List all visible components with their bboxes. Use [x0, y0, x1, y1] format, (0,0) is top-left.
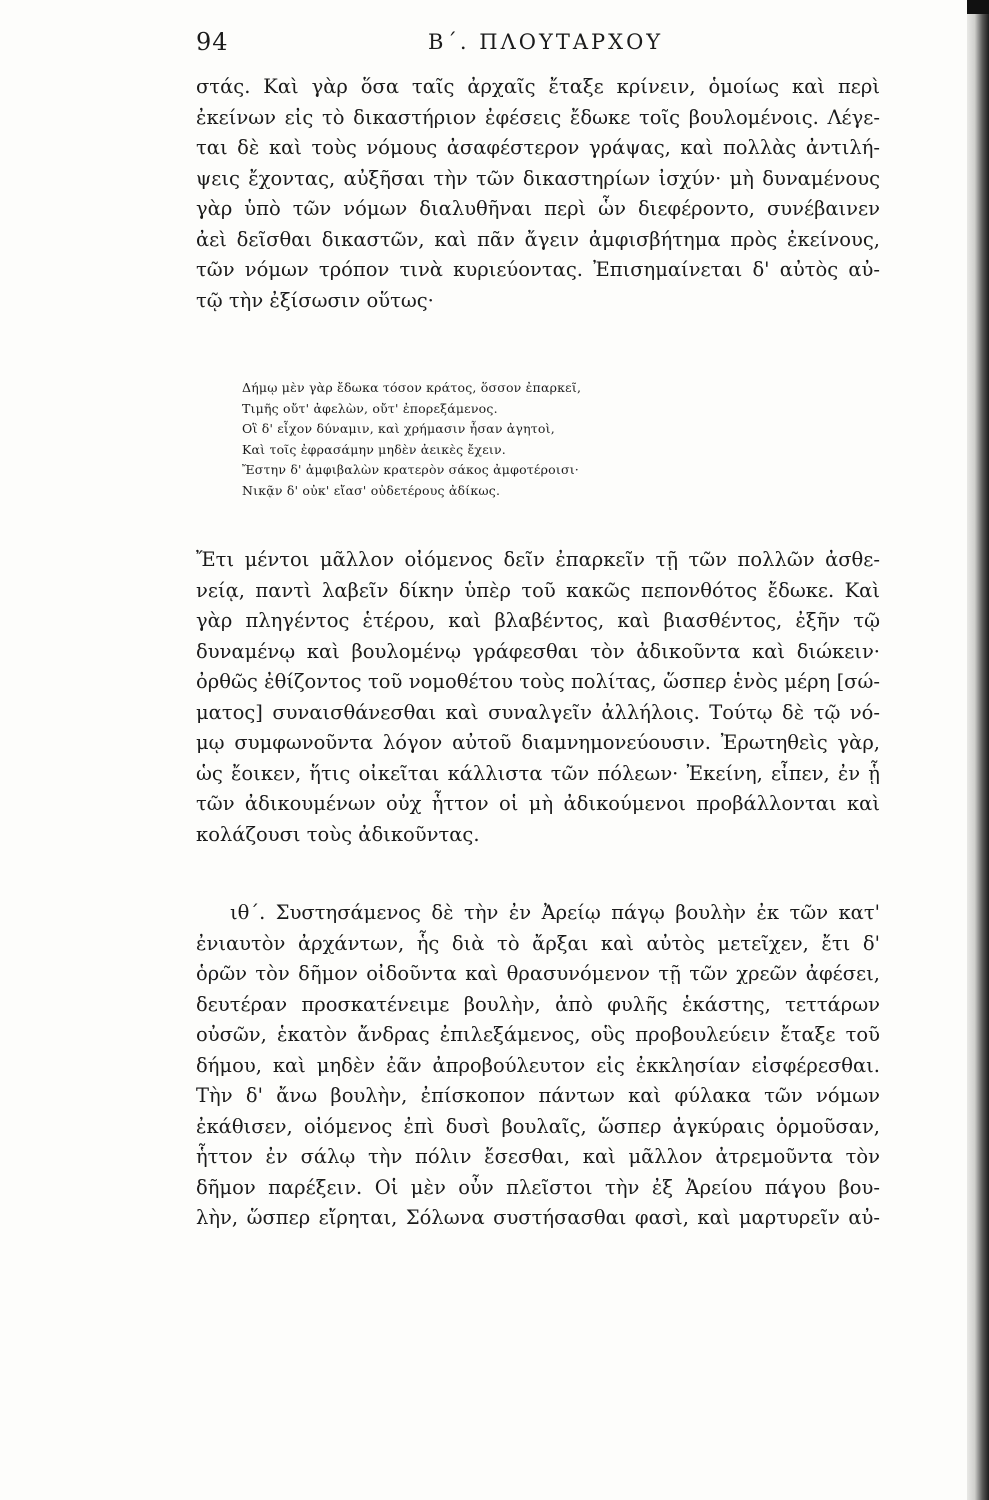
text-line: δυναμένῳ καὶ βουλομένῳ γράφεσθαι τὸν ἀδικοῦντα καὶ διώκειν· — [196, 639, 880, 663]
text-line: Ἔτι μέντοι μᾶλλον οἰόμενος δεῖν ἐπαρκεῖν τῇ τῶν πολλῶν ἀσθε- — [196, 548, 880, 571]
text-line: λὴν, ὥσπερ εἴρηται, Σόλωνα συστήσασθαι φασὶ, καὶ μαρτυρεῖν αὐ- — [196, 1206, 880, 1229]
verse-line: Νικᾷν δ' οὐκ' εἴασ' οὐδετέρους ἀδίκως. — [242, 482, 501, 498]
text-line: νείᾳ, παντὶ λαβεῖν δίκην ὑπὲρ τοῦ κακῶς πεπονθότος ἔδωκε. Καὶ — [196, 578, 880, 602]
text-line: ἧττον ἐν σάλῳ τὴν πόλιν ἔσεσθαι, καὶ μᾶλλον ἀτρεμοῦντα τὸν — [196, 1145, 880, 1168]
text-line: ὁρῶν τὸν δῆμον οἰδοῦντα καὶ θρασυνόμενον τῇ τῶν χρεῶν ἀφέσει, — [196, 962, 880, 985]
text-line: Τὴν δ' ἄνω βουλὴν, ἐπίσκοπον πάντων καὶ φύλακα τῶν νόμων — [196, 1084, 880, 1107]
text-line: τῷ τὴν ἐξίσωσιν οὕτως· — [196, 288, 434, 312]
running-head: Β΄. ΠΛΟΥΤΑΡΧΟΥ — [428, 30, 664, 54]
text-line: ὡς ἔοικεν, ἥτις οἰκεῖται κάλλιστα τῶν πόλεων· Ἐκείνη, εἶπεν, ἐν ᾗ — [196, 761, 880, 785]
text-line: δευτέραν προσκατένειμε βουλὴν, ἀπὸ φυλῆς ἑκάστης, τεττάρων — [196, 992, 880, 1016]
verse-line: Οἳ δ' εἶχον δύναμιν, καὶ χρήμασιν ἦσαν ἀγητοὶ, — [242, 421, 555, 437]
verse-line: Καὶ τοῖς ἐφρασάμην μηδὲν ἀεικὲς ἔχειν. — [242, 441, 506, 457]
text-line: ἐκάθισεν, οἰόμενος ἐπὶ δυσὶ βουλαῖς, ὥσπερ ἀγκύραις ὁρμοῦσαν, — [196, 1114, 880, 1138]
text-line: γὰρ ὑπὸ τῶν νόμων διαλυθῆναι περὶ ὧν διεφέροντο, συνέβαινεν — [196, 197, 880, 220]
text-line: οὐσῶν, ἑκατὸν ἄνδρας ἐπιλεξάμενος, οὓς προβουλεύειν ἔταξε τοῦ — [196, 1023, 880, 1046]
text-line: μῳ συμφωνοῦντα λόγον αὐτοῦ διαμνημονεύουσιν. Ἐρωτηθεὶς γὰρ, — [196, 731, 880, 754]
text-line: ται δὲ καὶ τοὺς νόμους ἀσαφέστερον γράψας, καὶ πολλὰς ἀντιλή- — [196, 136, 880, 159]
page-header — [196, 28, 880, 68]
page-edge-shadow — [967, 0, 989, 1500]
text-line: δῆμον παρέξειν. Οἱ μὲν οὖν πλεῖστοι τὴν ἐξ Ἀρείου πάγου βου- — [196, 1175, 880, 1199]
verse-line: Ἔστην δ' ἀμφιβαλὼν κρατερὸν σάκος ἀμφοτέροισι· — [242, 462, 579, 478]
text-line: τῶν ἀδικουμένων οὐχ ἧττον οἱ μὴ ἀδικούμενοι προβάλλονται καὶ — [196, 792, 880, 815]
text-line: γὰρ πληγέντος ἑτέρου, καὶ βλαβέντος, καὶ βιασθέντος, ἐξῆν τῷ — [196, 609, 880, 632]
paragraph-1 — [196, 72, 880, 316]
text-line: ιθ΄. Συστησάμενος δὲ τὴν ἐν Ἀρείῳ πάγῳ βουλὴν ἐκ τῶν κατ' — [230, 901, 880, 924]
paragraph-3 — [196, 898, 880, 1234]
text-line: ὀρθῶς ἐθίζοντος τοῦ νομοθέτου τοὺς πολίτας, ὥσπερ ἑνὸς μέρη [σώ- — [196, 670, 880, 693]
verse-quotation — [242, 378, 702, 502]
paragraph-2 — [196, 545, 880, 850]
text-line: τῶν νόμων τρόπον τινὰ κυριεύοντας. Ἐπισημαίνεται δ' αὐτὸς αὐ- — [196, 258, 880, 281]
text-line: δήμου, καὶ μηδὲν ἐᾶν ἀπροβούλευτον εἰς ἐκκλησίαν εἰσφέρεσθαι. — [196, 1053, 880, 1077]
page-number: 94 — [196, 28, 229, 56]
text-line: στάς. Καὶ γὰρ ὅσα ταῖς ἀρχαῖς ἔταξε κρίνειν, ὁμοίως καὶ περὶ — [196, 75, 880, 98]
text-line: κολάζουσι τοὺς ἀδικοῦντας. — [196, 822, 480, 846]
text-line: ἀεὶ δεῖσθαι δικαστῶν, καὶ πᾶν ἄγειν ἀμφισβήτημα πρὸς ἐκείνους, — [196, 227, 880, 251]
text-line: ματος] συναισθάνεσθαι καὶ συναλγεῖν ἀλλήλοις. Τούτῳ δὲ τῷ νό- — [196, 700, 880, 724]
text-line: ἐνιαυτὸν ἀρχάντων, ἧς διὰ τὸ ἄρξαι καὶ αὐτὸς μετεῖχεν, ἔτι δ' — [196, 931, 880, 955]
text-line: ἐκείνων εἰς τὸ δικαστήριον ἐφέσεις ἔδωκε τοῖς βουλομένοις. Λέγε- — [196, 105, 880, 129]
text-line: ψεις ἔχοντας, αὐξῆσαι τὴν τῶν δικαστηρίων ἰσχύν· μὴ δυναμένους — [196, 166, 880, 190]
verse-line: Τιμῆς οὔτ' ἀφελὼν, οὔτ' ἐπορεξάμενος. — [242, 400, 498, 416]
page-edge-corner — [967, 0, 989, 14]
verse-line: Δήμῳ μὲν γὰρ ἔδωκα τόσον κράτος, ὅσσον ἐπαρκεῖ, — [242, 380, 582, 395]
